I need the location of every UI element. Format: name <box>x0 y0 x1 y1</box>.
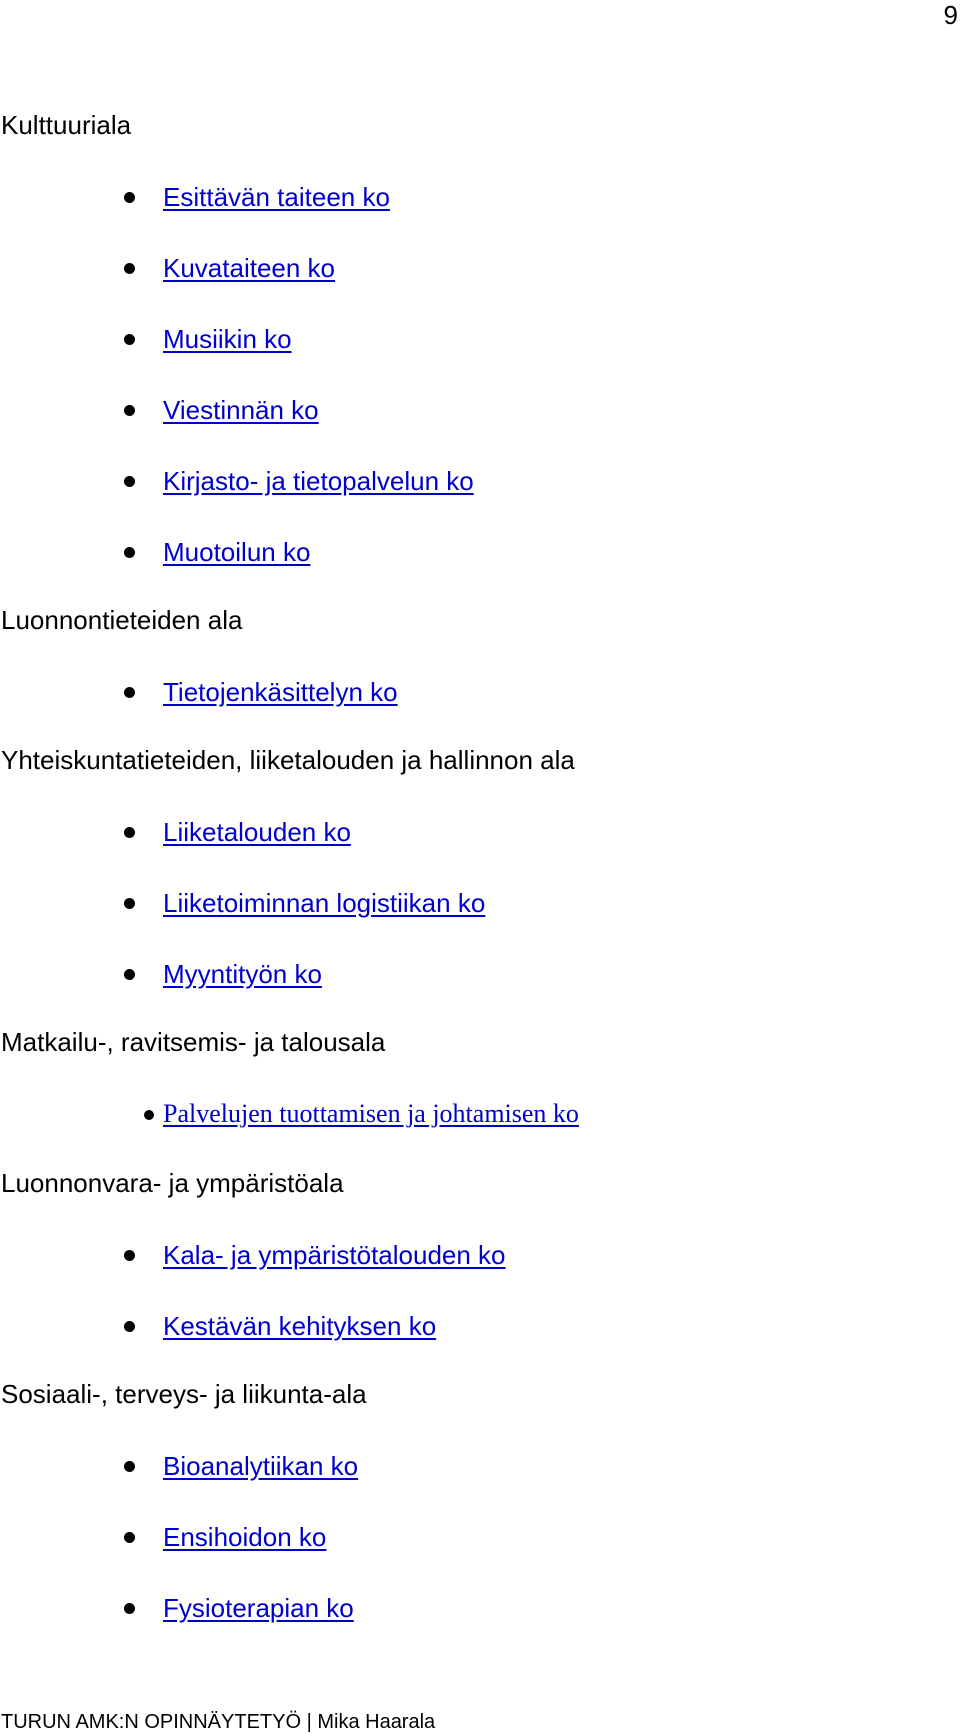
page-footer: TURUN AMK:N OPINNÄYTETYÖ | Mika Haarala <box>1 1711 436 1733</box>
section-heading-sosiaali: Sosiaali-, terveys- ja liikunta-ala <box>1 1379 367 1409</box>
link-kuvataiteen-ko[interactable]: Kuvataiteen ko <box>163 253 336 283</box>
bullet-icon <box>144 1110 154 1120</box>
section-heading-yhteiskuntatieteiden: Yhteiskuntatieteiden, liiketalouden ja hallinnon ala <box>1 745 575 775</box>
bullet-icon <box>124 547 135 558</box>
link-liiketalouden-ko[interactable]: Liiketalouden ko <box>163 817 351 847</box>
link-viestinnan-ko[interactable]: Viestinnän ko <box>163 395 319 425</box>
bullet-icon <box>124 1603 135 1614</box>
link-kirjasto-ja-tietopalvelun-ko[interactable]: Kirjasto- ja tietopalvelun ko <box>163 466 474 496</box>
bullet-icon <box>124 969 135 980</box>
bullet-icon <box>124 192 135 203</box>
bullet-icon <box>124 1461 135 1472</box>
link-ensihoidon-ko[interactable]: Ensihoidon ko <box>163 1522 327 1552</box>
link-esittavan-taiteen-ko[interactable]: Esittävän taiteen ko <box>163 182 390 212</box>
bullet-icon <box>124 898 135 909</box>
link-fysioterapian-ko[interactable]: Fysioterapian ko <box>163 1593 354 1623</box>
bullet-icon <box>124 1321 135 1332</box>
section-heading-matkailu: Matkailu-, ravitsemis- ja talousala <box>1 1027 386 1057</box>
page-number: 9 <box>943 0 958 30</box>
bullet-icon <box>124 476 135 487</box>
link-musiikin-ko[interactable]: Musiikin ko <box>163 324 292 354</box>
link-palvelujen-tuottamisen-ko[interactable]: Palvelujen tuottamisen ja johtamisen ko <box>163 1099 579 1128</box>
link-muotoilun-ko[interactable]: Muotoilun ko <box>163 537 311 567</box>
bullet-icon <box>124 1532 135 1543</box>
link-bioanalytiikan-ko[interactable]: Bioanalytiikan ko <box>163 1451 359 1481</box>
section-heading-kulttuuriala: Kulttuuriala <box>1 110 132 140</box>
bullet-icon <box>124 263 135 274</box>
link-liiketoiminnan-logistiikan-ko[interactable]: Liiketoiminnan logistiikan ko <box>163 888 486 918</box>
link-myyntityon-ko[interactable]: Myyntityön ko <box>163 959 322 989</box>
bullet-icon <box>124 405 135 416</box>
bullet-icon <box>124 827 135 838</box>
bullet-icon <box>124 334 135 345</box>
link-tietojenkasittelyn-ko[interactable]: Tietojenkäsittelyn ko <box>163 677 398 707</box>
section-heading-luonnontieteiden-ala: Luonnontieteiden ala <box>1 605 243 635</box>
link-kestavan-kehityksen-ko[interactable]: Kestävän kehityksen ko <box>163 1311 437 1341</box>
bullet-icon <box>124 687 135 698</box>
bullet-icon <box>124 1250 135 1261</box>
link-kala-ja-ymparistotalouden-ko[interactable]: Kala- ja ympäristötalouden ko <box>163 1240 506 1270</box>
section-heading-luonnonvara: Luonnonvara- ja ympäristöala <box>1 1168 344 1198</box>
